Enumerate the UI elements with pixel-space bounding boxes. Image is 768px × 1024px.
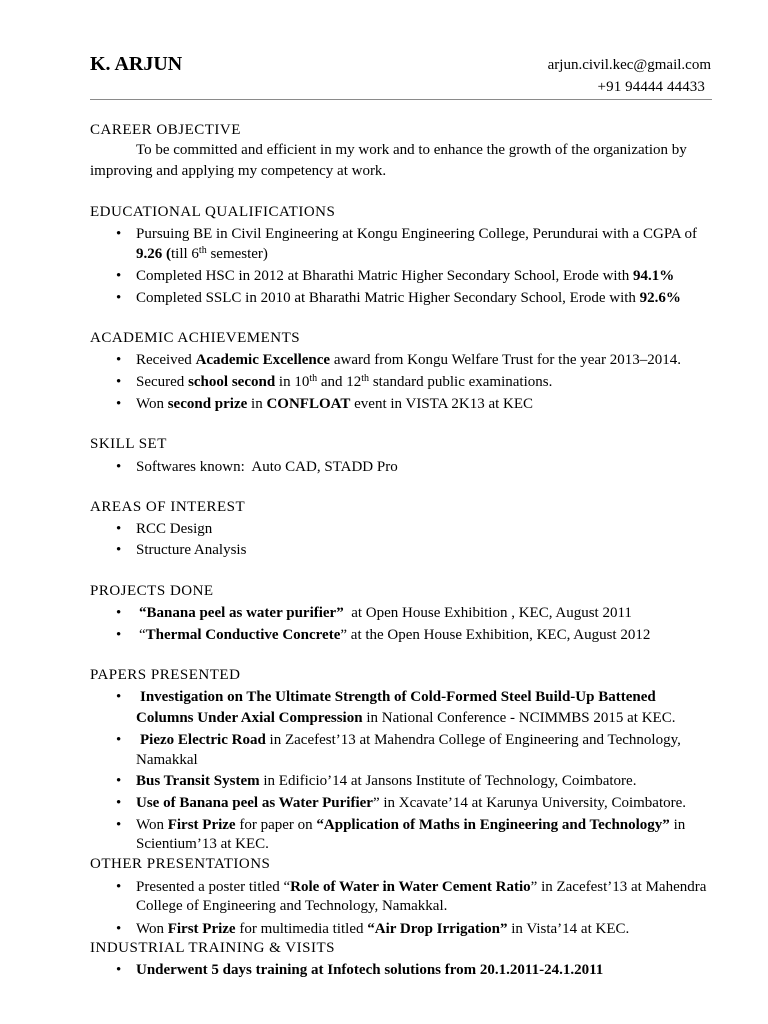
- item-text: ” in Zacefest’13 at Mahendra: [530, 879, 707, 895]
- paper-title: Use of Banana peel as Water Purifier: [136, 795, 373, 811]
- header-divider: [90, 99, 712, 100]
- bullet-icon: [116, 919, 121, 939]
- education-item-be-continuation: [136, 244, 268, 264]
- presentation-item-continuation: [136, 896, 447, 916]
- paper-item: [136, 815, 685, 835]
- bullet-icon: [116, 350, 121, 370]
- paper-title: Columns Under Axial Compression: [136, 710, 363, 726]
- paper-venue: in Zacefest’13 at Mahendra College of Engineering and Technology,: [265, 732, 681, 748]
- item-text: standard public examinations.: [369, 374, 553, 390]
- paper-venue: Namakkal: [136, 752, 198, 768]
- project-title: Thermal Conductive Concrete: [145, 627, 341, 643]
- bullet-icon: [116, 457, 121, 477]
- presentation-item: [136, 877, 706, 897]
- paper-item-continuation: [136, 750, 198, 770]
- bullet-icon: [116, 815, 121, 835]
- poster-title: Role of Water in Water Cement Ratio: [290, 879, 531, 895]
- item-text: Won: [136, 921, 168, 937]
- item-text: for paper on: [235, 817, 317, 833]
- presentation-venue: College of Engineering and Technology, Namakkal.: [136, 898, 448, 914]
- bullet-icon: [116, 266, 121, 286]
- item-text: and 12: [317, 374, 362, 390]
- phone-number: +91 94444 44433: [597, 79, 705, 95]
- bullet-icon: [116, 793, 121, 813]
- training-item: [136, 960, 603, 980]
- bullet-icon: [116, 687, 121, 707]
- interest-item: [136, 540, 246, 560]
- paper-item: [140, 730, 681, 750]
- prize-highlight: First Prize: [167, 921, 236, 937]
- presentation-item: [136, 919, 629, 939]
- bullet-icon: [116, 877, 121, 897]
- hsc-text: Completed HSC in 2012 at Bharathi Matric Higher Secondary School, Erode with: [136, 268, 633, 284]
- career-objective-heading: CAREER OBJECTIVE: [90, 122, 241, 138]
- item-text: Received: [136, 352, 196, 368]
- bullet-icon: [116, 540, 121, 560]
- item-text: in: [669, 817, 686, 833]
- prize-highlight: First Prize: [167, 817, 236, 833]
- award-name: Academic Excellence: [195, 352, 331, 368]
- industrial-training-heading: INDUSTRIAL TRAINING & VISITS: [90, 940, 335, 956]
- bullet-icon: [116, 288, 121, 308]
- paper-item: [140, 687, 656, 707]
- interests-heading: AREAS OF INTEREST: [90, 499, 246, 515]
- bullet-icon: [116, 519, 121, 539]
- email-address: arjun.civil.kec@gmail.com: [547, 57, 711, 73]
- paper-title: “Application of Maths in Engineering and Technology”: [316, 817, 670, 833]
- item-text: award from Kongu Welfare Trust for the year 2013–2014.: [330, 352, 682, 368]
- paper-title: Investigation on The Ultimate Strength of Cold-Formed Steel Build-Up Battened: [140, 689, 656, 705]
- paper-venue: in National Conference - NCIMMBS 2015 at KEC.: [362, 710, 676, 726]
- item-text: in 10: [275, 374, 310, 390]
- objective-line: To be committed and efficient in my work and to enhance the growth of the organization by: [136, 142, 687, 158]
- item-text: in Vista’14 at KEC.: [507, 921, 630, 937]
- bullet-icon: [116, 394, 121, 414]
- sslc-percentage: 92.6%: [639, 290, 681, 306]
- hsc-percentage: 94.1%: [633, 268, 675, 284]
- bullet-icon: [116, 960, 121, 980]
- interest-item: [136, 519, 212, 539]
- skill-item: [136, 457, 398, 477]
- education-item-be: [136, 224, 697, 244]
- project-details: ” at the Open House Exhibition, KEC, August 2012: [340, 627, 651, 643]
- achievement-item: [136, 372, 552, 392]
- open-quote: “: [139, 627, 146, 643]
- degree-text: Pursuing BE in Civil Engineering at Kongu Engineering College, Perundurai with a CGPA of: [136, 226, 698, 242]
- multimedia-title: “Air Drop Irrigation”: [367, 921, 508, 937]
- paper-venue: in Edificio’14 at Jansons Institute of Technology, Coimbatore.: [259, 773, 637, 789]
- paper-item-continuation: [136, 834, 269, 854]
- rank-highlight: school second: [188, 374, 276, 390]
- item-text: Secured: [136, 374, 189, 390]
- item-text: event in VISTA 2K13 at KEC: [350, 396, 534, 412]
- prize-highlight: second prize: [167, 396, 248, 412]
- bullet-icon: [116, 372, 121, 392]
- education-heading: EDUCATIONAL QUALIFICATIONS: [90, 204, 336, 220]
- project-item: [139, 625, 650, 645]
- skills-heading: SKILL SET: [90, 436, 167, 452]
- achievement-item: [136, 394, 533, 414]
- other-presentations-heading: OTHER PRESENTATIONS: [90, 856, 271, 872]
- education-item-sslc: [136, 288, 681, 308]
- training-text: Underwent 5 days training at Infotech solutions from 20.1.2011-24.1.2011: [136, 962, 604, 978]
- interest-text: RCC Design: [136, 521, 213, 537]
- software-list: Softwares known: Auto CAD, STADD Pro: [136, 459, 398, 475]
- bullet-icon: [116, 625, 121, 645]
- candidate-name: K. ARJUN: [90, 53, 183, 75]
- paper-venue: Scientium’13 at KEC.: [136, 836, 269, 852]
- paper-title: Piezo Electric Road: [140, 732, 266, 748]
- sslc-text: Completed SSLC in 2010 at Bharathi Matric Higher Secondary School, Erode with: [136, 290, 640, 306]
- project-details: at Open House Exhibition , KEC, August 2011: [343, 605, 632, 621]
- bullet-icon: [116, 771, 121, 791]
- event-name: CONFLOAT: [266, 396, 351, 412]
- papers-heading: PAPERS PRESENTED: [90, 667, 241, 683]
- item-text: Presented a poster titled “: [136, 879, 291, 895]
- item-text: for multimedia titled: [235, 921, 368, 937]
- projects-heading: PROJECTS DONE: [90, 583, 214, 599]
- paper-item: [136, 793, 686, 813]
- item-text: Won: [136, 817, 168, 833]
- paper-venue: ” in Xcavate’14 at Karunya University, Coimbatore.: [372, 795, 687, 811]
- ordinal-suffix: th: [198, 245, 207, 256]
- bullet-icon: [116, 224, 121, 244]
- semester-note: till 6: [171, 246, 199, 262]
- achievements-heading: ACADEMIC ACHIEVEMENTS: [90, 330, 301, 346]
- project-title: “Banana peel as water purifier”: [139, 605, 344, 621]
- bullet-icon: [116, 730, 121, 750]
- ordinal-suffix: th: [361, 373, 370, 384]
- semester-note-end: semester): [206, 246, 268, 262]
- bullet-icon: [116, 603, 121, 623]
- paper-title: Bus Transit System: [136, 773, 260, 789]
- ordinal-suffix: th: [309, 373, 318, 384]
- paper-item: [136, 771, 636, 791]
- cgpa-value: 9.26 (: [136, 246, 171, 262]
- item-text: in: [247, 396, 267, 412]
- item-text: Won: [136, 396, 168, 412]
- achievement-item: [136, 350, 681, 370]
- interest-text: Structure Analysis: [136, 542, 247, 558]
- objective-line: improving and applying my competency at work.: [90, 163, 387, 179]
- project-item: [139, 603, 632, 623]
- paper-item-continuation: [136, 708, 675, 728]
- education-item-hsc: [136, 266, 674, 286]
